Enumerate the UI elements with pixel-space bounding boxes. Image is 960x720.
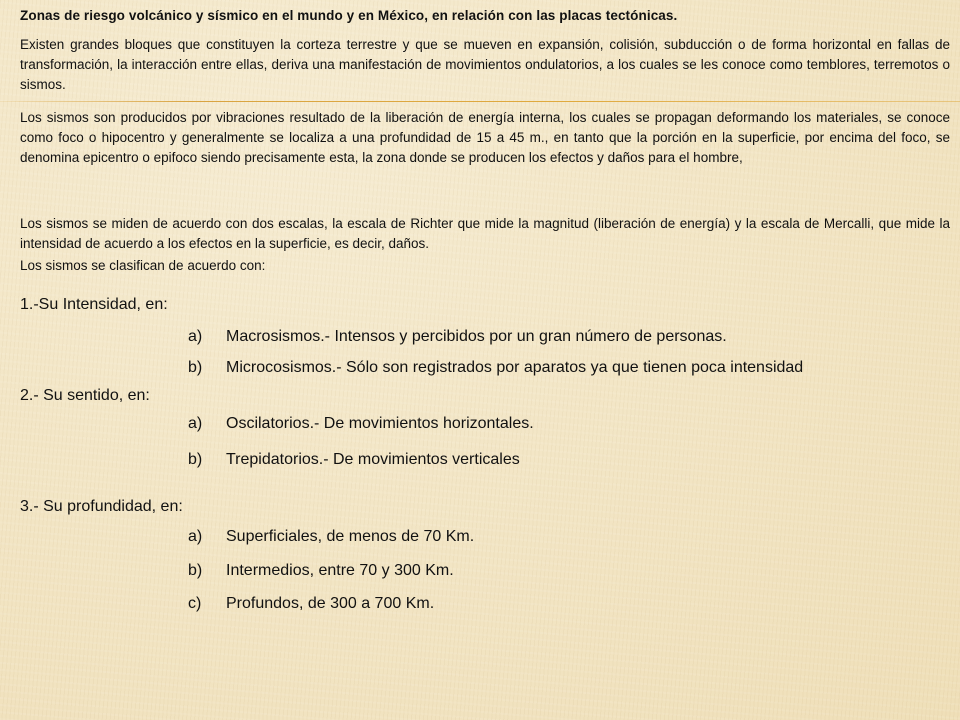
list-marker: a) (188, 528, 203, 545)
list-item-text: Trepidatorios.- De movimientos verticales (226, 451, 520, 468)
heading-intensity: 1.-Su Intensidad, en: (20, 296, 168, 313)
heading-depth: 3.- Su profundidad, en: (20, 498, 183, 515)
paragraph-tectonic-blocks: Existen grandes bloques que constituyen la corteza terrestre y que se mueven en expansión, colisión, subducción o de forma horizontal en fallas de transformación, la interacción entre ellas, deriva una manifestación de movimientos ondulatorios, a los cuales se les conoce como temblores, terremotos o sismos. (20, 37, 950, 92)
slide-title: Zonas de riesgo volcánico y sísmico en el mundo y en México, en relación con las placas tectónicas. (20, 8, 678, 23)
list-marker: a) (188, 415, 203, 432)
list-item-superficiales (188, 526, 474, 548)
list-marker: c) (188, 595, 202, 612)
list-item-macrosismos (188, 326, 727, 348)
list-marker: a) (188, 328, 203, 345)
list-item-microsismos (188, 357, 803, 379)
divider-line (0, 101, 960, 102)
list-item-trepidatorios (188, 449, 520, 471)
list-item-oscilatorios (188, 413, 534, 435)
list-item-text: Intermedios, entre 70 y 300 Km. (226, 562, 454, 579)
paragraph-earthquake-origin: Los sismos son producidos por vibraciones resultado de la liberación de energía interna, los cuales se propagan deformando los materiales, se conoce como foco o hipocentro y generalmente se localiza a una profundidad de 15 a 45 m., en tanto que la porción en la superficie, por encima del foco, se denomina epicentro o epifoco siendo precisamente esta, la zona donde se producen los efectos y daños para el hombre, (20, 110, 950, 165)
list-marker: b) (188, 359, 203, 376)
list-marker: b) (188, 562, 203, 579)
list-item-intermedios (188, 560, 454, 582)
heading-direction: 2.- Su sentido, en: (20, 387, 150, 404)
list-item-text: Microcosismos.- Sólo son registrados por aparatos ya que tienen poca intensidad (226, 359, 804, 376)
list-marker: b) (188, 451, 203, 468)
list-item-text: Superficiales, de menos de 70 Km. (226, 528, 475, 545)
list-item-profundos (188, 593, 434, 615)
list-item-text: Profundos, de 300 a 700 Km. (226, 595, 435, 612)
paragraph-measurement-scales: Los sismos se miden de acuerdo con dos escalas, la escala de Richter que mide la magnitud (liberación de energía) y la escala de Mercalli, que mide la intensidad de acuerdo a los efectos en la superficie, es decir, daños. (20, 216, 950, 251)
list-item-text: Oscilatorios.- De movimientos horizontales. (226, 415, 534, 432)
list-item-text: Macrosismos.- Intensos y percibidos por un gran número de personas. (226, 328, 727, 345)
paragraph-classification-intro: Los sismos se clasifican de acuerdo con: (20, 258, 266, 273)
